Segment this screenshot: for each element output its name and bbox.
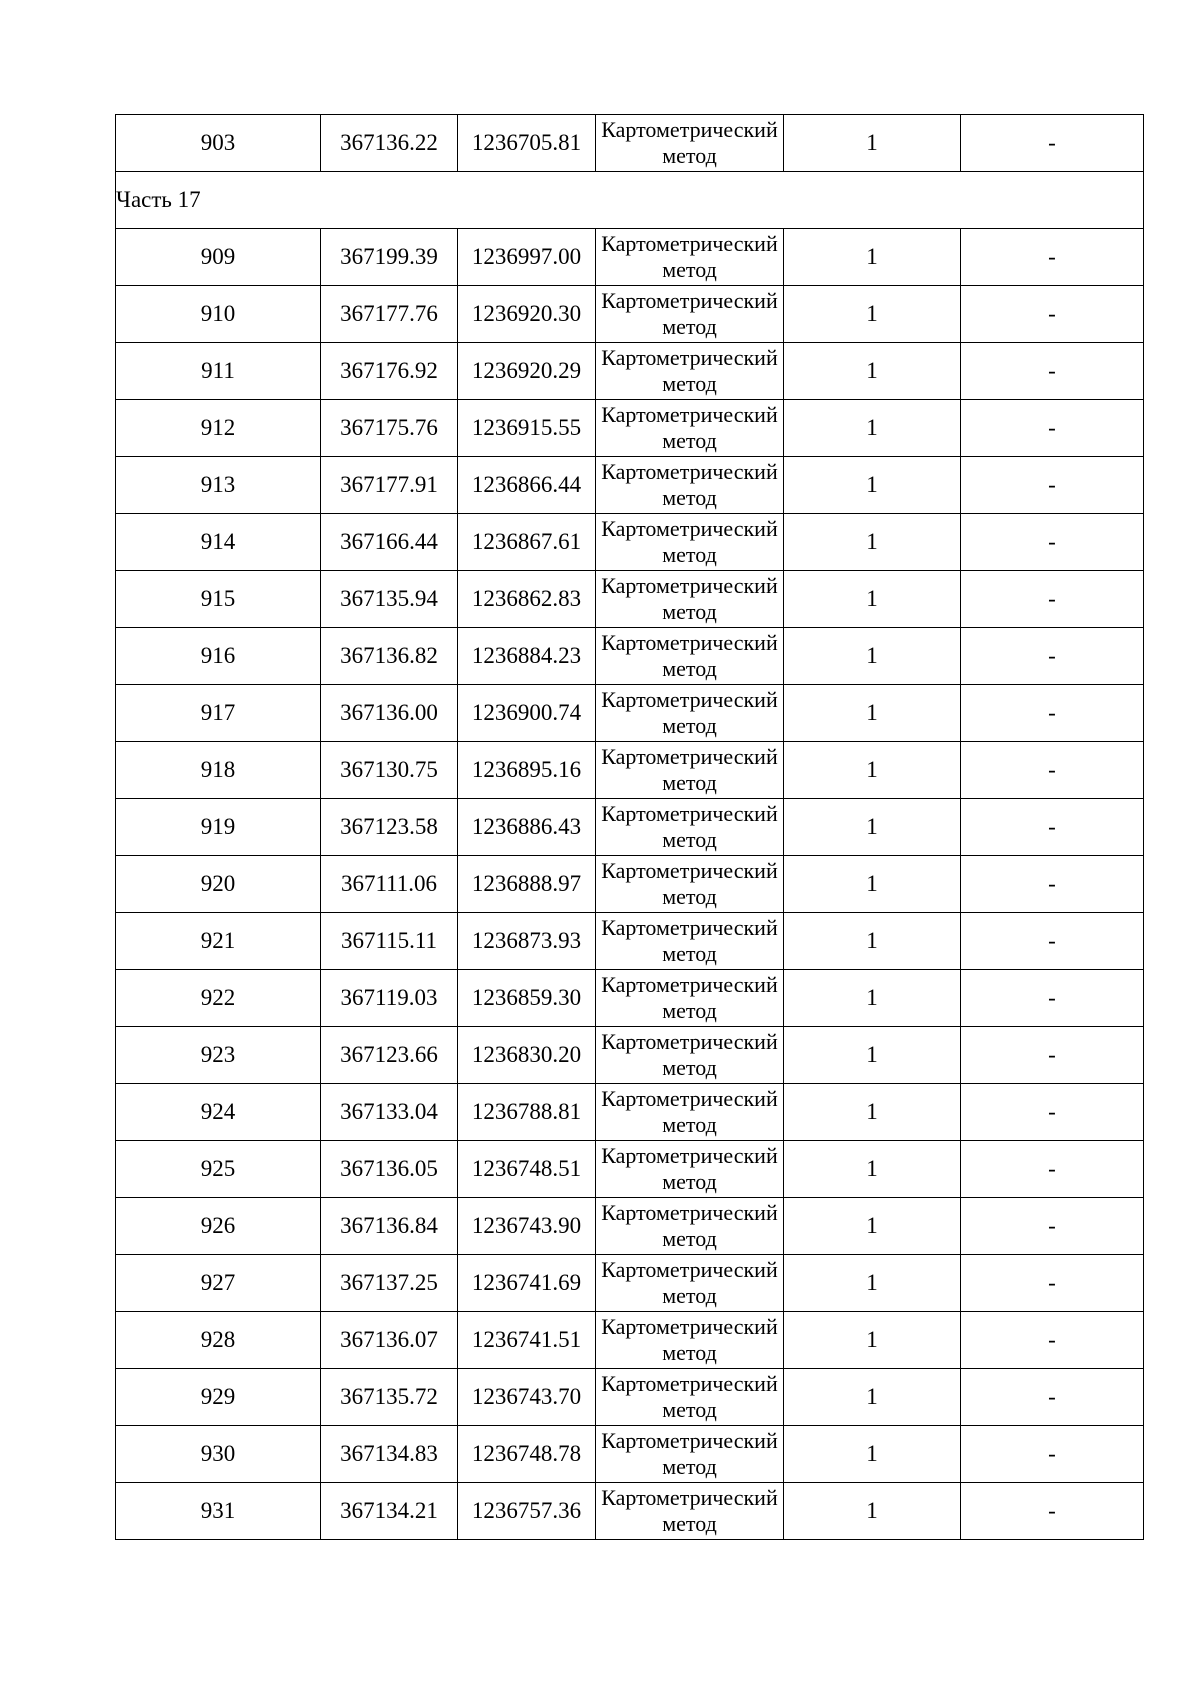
table-row xyxy=(116,1084,1144,1141)
y-coordinate-cell: 1236757.36 xyxy=(458,1483,596,1540)
x-coordinate-cell: 367136.05 xyxy=(321,1141,458,1198)
y-coordinate-cell: 1236873.93 xyxy=(458,913,596,970)
table-row xyxy=(116,457,1144,514)
y-coordinate-cell: 1236888.97 xyxy=(458,856,596,913)
section-row xyxy=(116,172,1144,229)
point-number-cell: 914 xyxy=(116,514,321,571)
point-number-cell: 928 xyxy=(116,1312,321,1369)
note-cell: - xyxy=(961,742,1144,799)
y-coordinate-cell: 1236915.55 xyxy=(458,400,596,457)
note-cell: - xyxy=(961,685,1144,742)
accuracy-cell: 1 xyxy=(784,1084,961,1141)
method-cell: Картометрический метод xyxy=(596,856,784,913)
x-coordinate-cell: 367177.76 xyxy=(321,286,458,343)
note-cell: - xyxy=(961,1141,1144,1198)
table-row xyxy=(116,1141,1144,1198)
x-coordinate-cell: 367136.07 xyxy=(321,1312,458,1369)
coordinates-table-body xyxy=(116,115,1144,1540)
note-cell: - xyxy=(961,970,1144,1027)
point-number-cell: 923 xyxy=(116,1027,321,1084)
x-coordinate-cell: 367166.44 xyxy=(321,514,458,571)
point-number-cell: 929 xyxy=(116,1369,321,1426)
table-row xyxy=(116,628,1144,685)
table-row xyxy=(116,1483,1144,1540)
method-cell: Картометрический метод xyxy=(596,685,784,742)
note-cell: - xyxy=(961,1369,1144,1426)
y-coordinate-cell: 1236859.30 xyxy=(458,970,596,1027)
method-cell: Картометрический метод xyxy=(596,913,784,970)
x-coordinate-cell: 367115.11 xyxy=(321,913,458,970)
table-row xyxy=(116,1255,1144,1312)
note-cell: - xyxy=(961,1198,1144,1255)
note-cell: - xyxy=(961,913,1144,970)
accuracy-cell: 1 xyxy=(784,970,961,1027)
accuracy-cell: 1 xyxy=(784,400,961,457)
accuracy-cell: 1 xyxy=(784,286,961,343)
method-cell: Картометрический метод xyxy=(596,1027,784,1084)
accuracy-cell: 1 xyxy=(784,115,961,172)
y-coordinate-cell: 1236748.51 xyxy=(458,1141,596,1198)
y-coordinate-cell: 1236886.43 xyxy=(458,799,596,856)
note-cell: - xyxy=(961,571,1144,628)
x-coordinate-cell: 367123.58 xyxy=(321,799,458,856)
y-coordinate-cell: 1236900.74 xyxy=(458,685,596,742)
table-row xyxy=(116,115,1144,172)
x-coordinate-cell: 367119.03 xyxy=(321,970,458,1027)
point-number-cell: 921 xyxy=(116,913,321,970)
table-row xyxy=(116,799,1144,856)
x-coordinate-cell: 367136.22 xyxy=(321,115,458,172)
accuracy-cell: 1 xyxy=(784,913,961,970)
y-coordinate-cell: 1236862.83 xyxy=(458,571,596,628)
method-cell: Картометрический метод xyxy=(596,1369,784,1426)
point-number-cell: 918 xyxy=(116,742,321,799)
accuracy-cell: 1 xyxy=(784,457,961,514)
point-number-cell: 915 xyxy=(116,571,321,628)
table-row xyxy=(116,913,1144,970)
table-row xyxy=(116,229,1144,286)
point-number-cell: 930 xyxy=(116,1426,321,1483)
x-coordinate-cell: 367137.25 xyxy=(321,1255,458,1312)
method-cell: Картометрический метод xyxy=(596,229,784,286)
note-cell: - xyxy=(961,856,1144,913)
method-cell: Картометрический метод xyxy=(596,286,784,343)
point-number-cell: 920 xyxy=(116,856,321,913)
method-cell: Картометрический метод xyxy=(596,628,784,685)
y-coordinate-cell: 1236895.16 xyxy=(458,742,596,799)
x-coordinate-cell: 367177.91 xyxy=(321,457,458,514)
point-number-cell: 922 xyxy=(116,970,321,1027)
accuracy-cell: 1 xyxy=(784,229,961,286)
accuracy-cell: 1 xyxy=(784,799,961,856)
method-cell: Картометрический метод xyxy=(596,970,784,1027)
point-number-cell: 924 xyxy=(116,1084,321,1141)
y-coordinate-cell: 1236788.81 xyxy=(458,1084,596,1141)
accuracy-cell: 1 xyxy=(784,628,961,685)
coordinates-table xyxy=(115,114,1144,1540)
y-coordinate-cell: 1236748.78 xyxy=(458,1426,596,1483)
point-number-cell: 903 xyxy=(116,115,321,172)
method-cell: Картометрический метод xyxy=(596,571,784,628)
y-coordinate-cell: 1236884.23 xyxy=(458,628,596,685)
note-cell: - xyxy=(961,286,1144,343)
point-number-cell: 910 xyxy=(116,286,321,343)
method-cell: Картометрический метод xyxy=(596,115,784,172)
note-cell: - xyxy=(961,1027,1144,1084)
method-cell: Картометрический метод xyxy=(596,1483,784,1540)
note-cell: - xyxy=(961,514,1144,571)
point-number-cell: 919 xyxy=(116,799,321,856)
method-cell: Картометрический метод xyxy=(596,1312,784,1369)
point-number-cell: 913 xyxy=(116,457,321,514)
accuracy-cell: 1 xyxy=(784,1426,961,1483)
accuracy-cell: 1 xyxy=(784,1255,961,1312)
point-number-cell: 911 xyxy=(116,343,321,400)
y-coordinate-cell: 1236741.69 xyxy=(458,1255,596,1312)
method-cell: Картометрический метод xyxy=(596,799,784,856)
y-coordinate-cell: 1236867.61 xyxy=(458,514,596,571)
table-row xyxy=(116,856,1144,913)
y-coordinate-cell: 1236743.90 xyxy=(458,1198,596,1255)
section-label: Часть 17 xyxy=(116,172,1144,229)
point-number-cell: 927 xyxy=(116,1255,321,1312)
x-coordinate-cell: 367175.76 xyxy=(321,400,458,457)
y-coordinate-cell: 1236743.70 xyxy=(458,1369,596,1426)
point-number-cell: 931 xyxy=(116,1483,321,1540)
y-coordinate-cell: 1236997.00 xyxy=(458,229,596,286)
method-cell: Картометрический метод xyxy=(596,400,784,457)
table-row xyxy=(116,514,1144,571)
table-row xyxy=(116,286,1144,343)
note-cell: - xyxy=(961,1483,1144,1540)
table-row xyxy=(116,1426,1144,1483)
table-row xyxy=(116,343,1144,400)
x-coordinate-cell: 367136.00 xyxy=(321,685,458,742)
point-number-cell: 925 xyxy=(116,1141,321,1198)
x-coordinate-cell: 367176.92 xyxy=(321,343,458,400)
method-cell: Картометрический метод xyxy=(596,1255,784,1312)
method-cell: Картометрический метод xyxy=(596,1426,784,1483)
accuracy-cell: 1 xyxy=(784,856,961,913)
x-coordinate-cell: 367134.83 xyxy=(321,1426,458,1483)
point-number-cell: 909 xyxy=(116,229,321,286)
method-cell: Картометрический метод xyxy=(596,457,784,514)
method-cell: Картометрический метод xyxy=(596,514,784,571)
table-row xyxy=(116,970,1144,1027)
note-cell: - xyxy=(961,1426,1144,1483)
table-row xyxy=(116,685,1144,742)
table-row xyxy=(116,742,1144,799)
accuracy-cell: 1 xyxy=(784,1312,961,1369)
method-cell: Картометрический метод xyxy=(596,343,784,400)
note-cell: - xyxy=(961,229,1144,286)
note-cell: - xyxy=(961,628,1144,685)
table-row xyxy=(116,1312,1144,1369)
note-cell: - xyxy=(961,400,1144,457)
x-coordinate-cell: 367199.39 xyxy=(321,229,458,286)
accuracy-cell: 1 xyxy=(784,1198,961,1255)
y-coordinate-cell: 1236920.29 xyxy=(458,343,596,400)
note-cell: - xyxy=(961,343,1144,400)
note-cell: - xyxy=(961,1084,1144,1141)
table-row xyxy=(116,400,1144,457)
accuracy-cell: 1 xyxy=(784,1483,961,1540)
x-coordinate-cell: 367134.21 xyxy=(321,1483,458,1540)
method-cell: Картометрический метод xyxy=(596,1084,784,1141)
x-coordinate-cell: 367130.75 xyxy=(321,742,458,799)
point-number-cell: 917 xyxy=(116,685,321,742)
y-coordinate-cell: 1236705.81 xyxy=(458,115,596,172)
y-coordinate-cell: 1236830.20 xyxy=(458,1027,596,1084)
accuracy-cell: 1 xyxy=(784,343,961,400)
method-cell: Картометрический метод xyxy=(596,742,784,799)
accuracy-cell: 1 xyxy=(784,571,961,628)
note-cell: - xyxy=(961,115,1144,172)
y-coordinate-cell: 1236741.51 xyxy=(458,1312,596,1369)
x-coordinate-cell: 367123.66 xyxy=(321,1027,458,1084)
accuracy-cell: 1 xyxy=(784,1369,961,1426)
table-row xyxy=(116,571,1144,628)
table-row xyxy=(116,1198,1144,1255)
accuracy-cell: 1 xyxy=(784,685,961,742)
x-coordinate-cell: 367136.84 xyxy=(321,1198,458,1255)
note-cell: - xyxy=(961,457,1144,514)
x-coordinate-cell: 367133.04 xyxy=(321,1084,458,1141)
method-cell: Картометрический метод xyxy=(596,1141,784,1198)
table-row xyxy=(116,1027,1144,1084)
point-number-cell: 912 xyxy=(116,400,321,457)
note-cell: - xyxy=(961,1312,1144,1369)
accuracy-cell: 1 xyxy=(784,1027,961,1084)
x-coordinate-cell: 367111.06 xyxy=(321,856,458,913)
point-number-cell: 926 xyxy=(116,1198,321,1255)
method-cell: Картометрический метод xyxy=(596,1198,784,1255)
y-coordinate-cell: 1236866.44 xyxy=(458,457,596,514)
x-coordinate-cell: 367135.72 xyxy=(321,1369,458,1426)
x-coordinate-cell: 367135.94 xyxy=(321,571,458,628)
x-coordinate-cell: 367136.82 xyxy=(321,628,458,685)
accuracy-cell: 1 xyxy=(784,514,961,571)
note-cell: - xyxy=(961,799,1144,856)
table-row xyxy=(116,1369,1144,1426)
accuracy-cell: 1 xyxy=(784,1141,961,1198)
y-coordinate-cell: 1236920.30 xyxy=(458,286,596,343)
note-cell: - xyxy=(961,1255,1144,1312)
point-number-cell: 916 xyxy=(116,628,321,685)
accuracy-cell: 1 xyxy=(784,742,961,799)
